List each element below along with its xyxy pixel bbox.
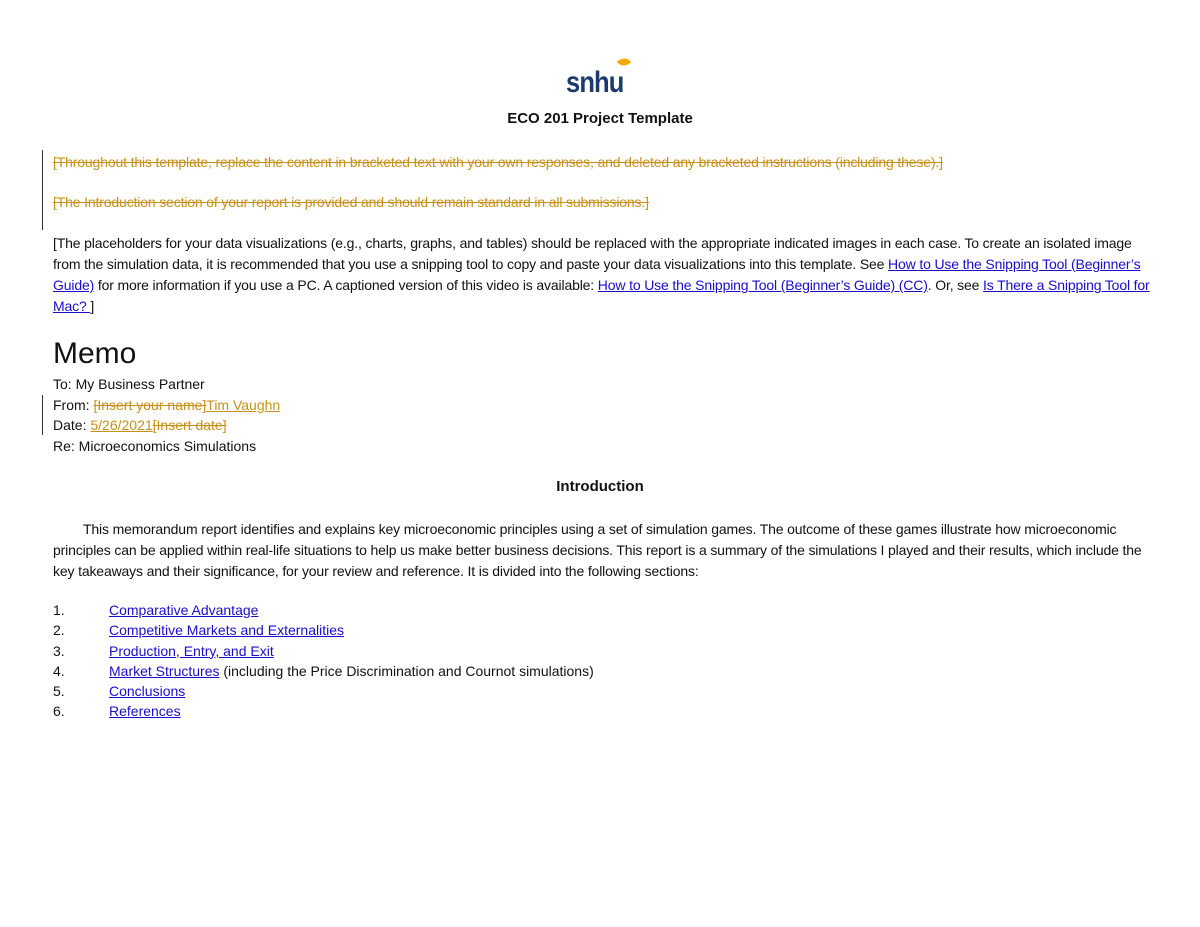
list-item [53, 641, 594, 661]
text: ] [90, 298, 95, 314]
instruction-deleted-2: [The Introduction section of your report is provided and should remain standard in all submissions.] [53, 194, 649, 210]
inserted-text: 5/26/2021 [90, 417, 153, 433]
text: . Or, see [927, 277, 984, 293]
label: Date: [53, 417, 91, 433]
section-link-references[interactable]: References [109, 703, 181, 720]
list-number: 2. [53, 622, 65, 639]
list-item [53, 600, 594, 620]
memo-header [53, 374, 280, 456]
deleted-text: [Insert your name] [93, 396, 207, 413]
list-extra-text: (including the Price Discrimination and Cournot simulations) [219, 662, 594, 679]
document-title: ECO 201 Project Template [507, 110, 693, 127]
list-number: 4. [53, 662, 65, 679]
logo-text: snhu [566, 66, 624, 99]
text: [The placeholders for your data visualizations (e.g., charts, graphs, and tables) should be replaced with the appropriate indicated images in each case. To create an isolated image from the simulation data, it is recommended that you use a snipping tool to copy and paste your data visualizations into this template. See [53, 235, 1132, 272]
list-item [53, 681, 594, 701]
inserted-text: Tim Vaughn [206, 396, 281, 413]
list-number: 1. [53, 602, 65, 618]
list-number: 3. [53, 642, 65, 659]
deleted-text: [Insert date] [152, 417, 227, 433]
snhu-logo [566, 64, 636, 104]
memo-to: To: My Business Partner [53, 376, 205, 392]
section-link-competitive-markets[interactable]: Competitive Markets and Externalities [109, 622, 344, 639]
list-number: 5. [53, 683, 65, 700]
section-list [53, 600, 594, 722]
section-link-comparative-advantage[interactable]: Comparative Advantage [109, 602, 259, 618]
section-link-production[interactable]: Production, Entry, and Exit [109, 642, 274, 659]
section-link-market-structures[interactable]: Market Structures [109, 662, 220, 679]
instruction-deleted-1: [Throughout this template, replace the content in bracketed text with your own responses, and deleted any bracketed instructions (including these).] [53, 154, 943, 170]
placeholder-paragraph [53, 233, 1153, 317]
memo-heading: Memo [53, 337, 137, 370]
mac-snipping-link[interactable]: Is There a Snipping Tool for Mac? [53, 277, 1150, 314]
memo-date [53, 415, 280, 436]
snipping-tool-cc-link[interactable]: How to Use the Snipping Tool (Beginner’s Guide) (CC) [597, 277, 928, 293]
list-item [53, 701, 594, 721]
memo-re: Re: Microeconomics Simulations [53, 437, 257, 454]
memo-from [53, 395, 280, 416]
list-number: 6. [53, 703, 65, 720]
text: for more information if you use a PC. A captioned version of this video is available: [94, 277, 598, 293]
list-item [53, 620, 594, 640]
introduction-heading: Introduction [556, 478, 644, 495]
label: From: [53, 396, 94, 413]
section-link-conclusions[interactable]: Conclusions [109, 683, 186, 700]
snipping-tool-link[interactable]: How to Use the Snipping Tool (Beginner’s Guide) [53, 256, 1141, 293]
change-bar [42, 150, 43, 230]
list-item [53, 661, 594, 681]
change-bar [42, 395, 43, 435]
introduction-body: This memorandum report identifies and explains key microeconomic principles using a set of simulation games. The outcome of these games illustrate how microeconomic principles can be applied within real-life situations to help us make better business decisions. This report is a summary of the simulations I played and their results, which include the key takeaways and their significance, for your review and reference. It is divided into the following sections: [53, 521, 1142, 579]
